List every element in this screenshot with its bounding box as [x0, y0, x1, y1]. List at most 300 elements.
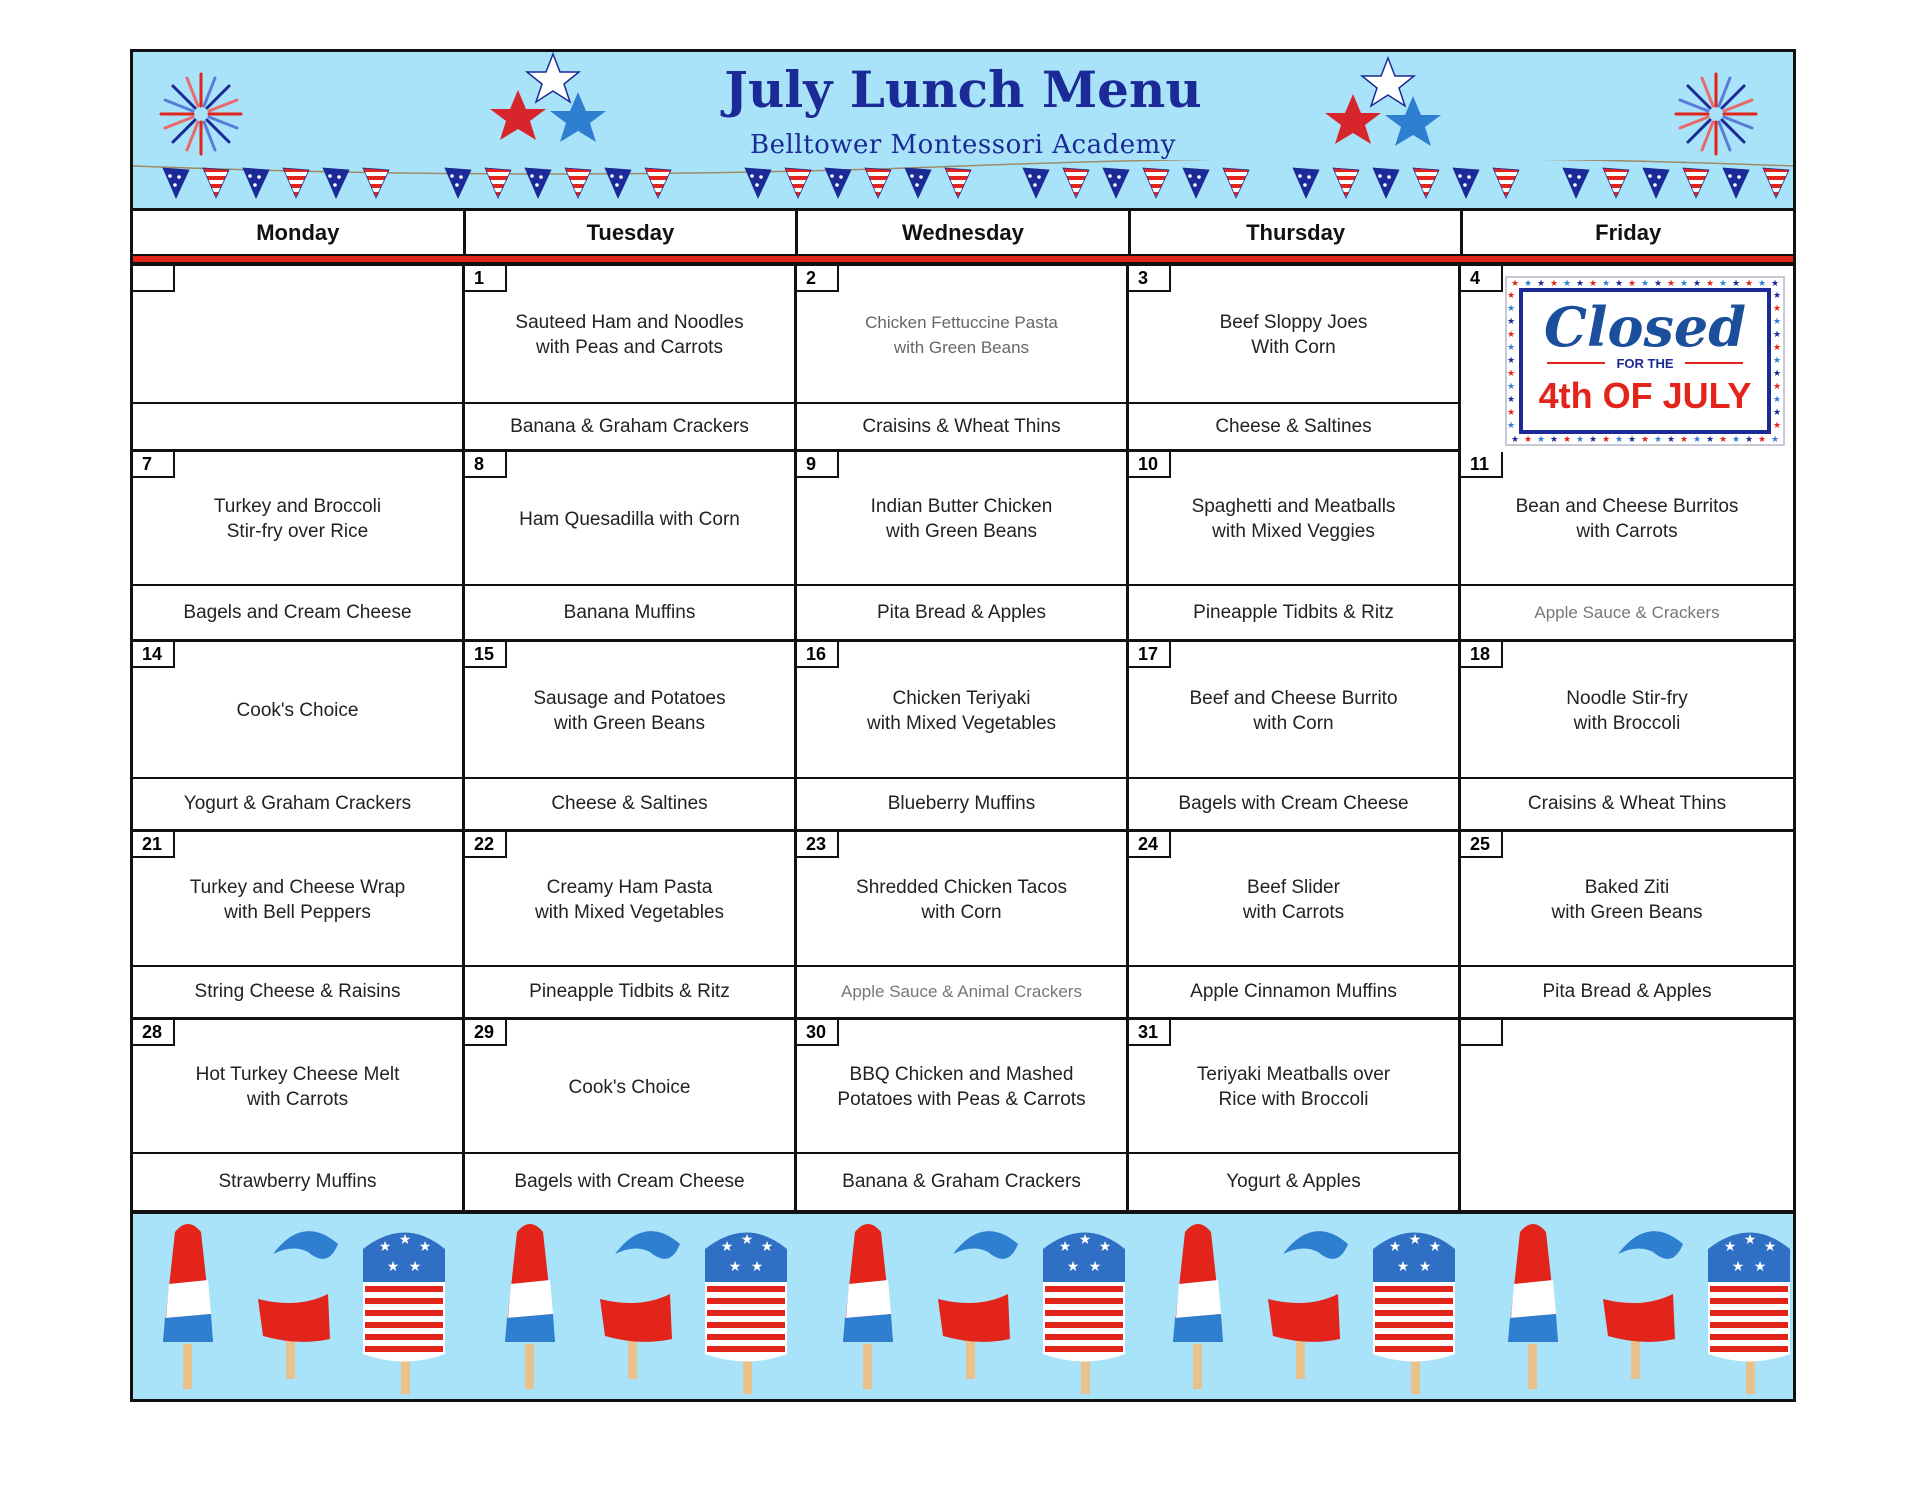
wave-popsicle-icon — [273, 1231, 338, 1259]
main-meal: Teriyaki Meatballs over Rice with Broccoli — [1196, 1064, 1391, 1110]
day-header-monday: Monday — [133, 211, 466, 254]
popsicle-stick — [183, 1344, 192, 1389]
confetti-star-icon: ★ — [1773, 369, 1782, 379]
bunting-flag — [745, 168, 771, 198]
day-number: 18 — [1461, 642, 1503, 668]
popsicle-stick — [1081, 1359, 1090, 1394]
svg-text:★: ★ — [1418, 1259, 1432, 1275]
confetti-star-icon: ★ — [1507, 421, 1516, 431]
confetti-star-icon: ★ — [1589, 279, 1598, 289]
bunting-flag — [905, 168, 931, 198]
day-number: 10 — [1129, 452, 1171, 478]
calendar-day-cell — [133, 266, 465, 452]
confetti-star-icon: ★ — [1524, 435, 1533, 444]
confetti-star-icon: ★ — [1654, 435, 1663, 444]
calendar-day-cell — [133, 452, 465, 642]
confetti-star-icon: ★ — [1507, 408, 1516, 418]
day-number: 21 — [133, 832, 175, 858]
confetti-star-icon: ★ — [1641, 435, 1650, 444]
flag-star-dot — [750, 174, 754, 178]
wave-popsicle-icon — [953, 1231, 1018, 1259]
bunting-flag — [865, 168, 891, 198]
snack: String Cheese & Raisins — [133, 965, 462, 1017]
popsicle-footer — [133, 1211, 1793, 1399]
bunting-flag — [1103, 168, 1129, 198]
day-number — [1461, 1020, 1503, 1046]
snack: Yogurt & Apples — [1129, 1152, 1458, 1210]
closed-holiday: 4th OF JULY — [1538, 375, 1752, 416]
flag-star-dot — [1037, 175, 1041, 179]
flag-star-dot — [919, 175, 923, 179]
calendar-day-cell — [133, 832, 465, 1020]
svg-text:★: ★ — [398, 1232, 412, 1248]
day-number: 25 — [1461, 832, 1503, 858]
day-number: 17 — [1129, 642, 1171, 668]
day-number: 29 — [465, 1020, 507, 1046]
main-meal: Beef and Cheese Burrito with Corn — [1189, 687, 1398, 734]
day-number: 23 — [797, 832, 839, 858]
wave-popsicle-icon — [615, 1231, 680, 1259]
confetti-star-icon: ★ — [1511, 279, 1520, 289]
bunting-flags — [133, 160, 1793, 208]
main-meal: Sausage and Potatoes with Green Beans — [533, 687, 726, 734]
flag-star-dot — [830, 174, 834, 178]
confetti-star-icon: ★ — [1706, 435, 1715, 444]
main-meal: Chicken Fettuccine Pasta with Green Beans — [865, 313, 1058, 357]
popsicle-border-art — [133, 1214, 1793, 1399]
popsicle-stick — [1193, 1344, 1202, 1389]
flag-star-dot — [1033, 183, 1037, 187]
flag-star-dot — [1577, 175, 1581, 179]
day-number: 14 — [133, 642, 175, 668]
confetti-star-icon: ★ — [1563, 435, 1572, 444]
flag-star-dot — [1458, 174, 1462, 178]
flag-star-dot — [1378, 174, 1382, 178]
bunting-flag — [945, 168, 971, 198]
confetti-star-icon: ★ — [1773, 408, 1782, 418]
svg-text:★: ★ — [728, 1259, 742, 1275]
confetti-star-icon: ★ — [1507, 317, 1516, 327]
main-meal: Chicken Teriyaki with Mixed Vegetables — [866, 687, 1057, 734]
snack: Banana & Graham Crackers — [797, 1152, 1126, 1210]
bunting-flag — [1293, 168, 1319, 198]
svg-text:★: ★ — [1408, 1232, 1422, 1248]
main-meal: Shredded Chicken Tacos with Corn — [856, 876, 1067, 923]
wave-popsicle-icon — [1283, 1231, 1348, 1259]
confetti-star-icon: ★ — [1507, 369, 1516, 379]
day-header-thursday: Thursday — [1131, 211, 1464, 254]
main-meal: Indian Butter Chicken with Green Beans — [870, 496, 1053, 542]
confetti-star-icon: ★ — [1771, 279, 1780, 289]
svg-text:★: ★ — [386, 1259, 400, 1275]
main-meal: Turkey and Cheese Wrap with Bell Peppers — [189, 876, 406, 923]
snack: Strawberry Muffins — [133, 1152, 462, 1210]
confetti-star-icon: ★ — [1576, 435, 1585, 444]
svg-text:★: ★ — [408, 1259, 422, 1275]
confetti-star-icon: ★ — [1524, 279, 1533, 289]
red-divider — [133, 254, 1793, 264]
flag-star-dot — [615, 183, 619, 187]
flag-star-dot — [333, 183, 337, 187]
confetti-star-icon: ★ — [1693, 279, 1702, 289]
calendar-day-cell — [133, 642, 465, 832]
confetti-star-icon: ★ — [1773, 382, 1782, 392]
bunting-flag — [163, 168, 189, 198]
snack: Bagels with Cream Cheese — [1129, 777, 1458, 829]
confetti-star-icon: ★ — [1576, 279, 1585, 289]
main-meal: Ham Quesadilla with Corn — [519, 508, 740, 530]
svg-text:★: ★ — [1088, 1259, 1102, 1275]
confetti-star-icon: ★ — [1773, 291, 1782, 301]
confetti-star-icon: ★ — [1507, 343, 1516, 353]
bunting-flag — [645, 168, 671, 198]
flag-star-dot — [1737, 175, 1741, 179]
snack: Bagels and Cream Cheese — [133, 584, 462, 639]
flag-star-dot — [177, 175, 181, 179]
flag-star-dot — [1307, 175, 1311, 179]
main-meal: Creamy Ham Pasta with Mixed Vegetables — [534, 876, 725, 923]
calendar-day-cell — [797, 642, 1129, 832]
bunting-flag — [1063, 168, 1089, 198]
svg-text:★: ★ — [1723, 1239, 1737, 1255]
bunting-flag — [1333, 168, 1359, 198]
confetti-star-icon: ★ — [1719, 279, 1728, 289]
snack: Banana Muffins — [465, 584, 794, 639]
calendar-day-cell — [1461, 266, 1793, 452]
flag-star-dot — [539, 175, 543, 179]
flag-star-dot — [759, 175, 763, 179]
flag-star-dot — [530, 174, 534, 178]
closed-connector: FOR THE — [1616, 356, 1674, 371]
flag-star-dot — [1568, 174, 1572, 178]
calendar-day-cell — [797, 832, 1129, 1020]
confetti-star-icon: ★ — [1773, 304, 1782, 314]
confetti-star-icon: ★ — [1563, 279, 1572, 289]
svg-text:★: ★ — [1078, 1232, 1092, 1248]
svg-text:★: ★ — [1743, 1232, 1757, 1248]
bunting-flag — [323, 168, 349, 198]
bunting-flag — [1223, 168, 1249, 198]
confetti-star-icon: ★ — [1550, 435, 1559, 444]
bunting-flag — [1563, 168, 1589, 198]
confetti-star-icon: ★ — [1745, 279, 1754, 289]
confetti-star-icon: ★ — [1507, 304, 1516, 314]
flag-star-dot — [755, 183, 759, 187]
calendar-day-cell — [1129, 832, 1461, 1020]
confetti-star-icon: ★ — [1615, 279, 1624, 289]
day-number: 15 — [465, 642, 507, 668]
flag-star-dot — [1728, 174, 1732, 178]
bunting-flag — [445, 168, 471, 198]
svg-text:★: ★ — [378, 1239, 392, 1255]
flag-star-dot — [1383, 183, 1387, 187]
flag-star-dot — [253, 183, 257, 187]
confetti-star-icon: ★ — [1732, 279, 1741, 289]
snack: Blueberry Muffins — [797, 777, 1126, 829]
confetti-star-icon: ★ — [1773, 395, 1782, 405]
main-meal: BBQ Chicken and Mashed Potatoes with Peas & Carrots — [837, 1064, 1086, 1110]
day-number: 31 — [1129, 1020, 1171, 1046]
flag-star-dot — [1653, 183, 1657, 187]
flag-star-dot — [1303, 183, 1307, 187]
snack: Craisins & Wheat Thins — [797, 402, 1126, 449]
bunting-flag — [1373, 168, 1399, 198]
bunting-flag — [1643, 168, 1669, 198]
flag-star-dot — [1463, 183, 1467, 187]
main-meal: Spaghetti and Meatballs with Mixed Veggies — [1191, 496, 1396, 542]
flag-star-dot — [1108, 174, 1112, 178]
bunting-flag — [1603, 168, 1629, 198]
flag-star-dot — [1298, 174, 1302, 178]
bunting-flag — [605, 168, 631, 198]
popsicle-stick — [401, 1359, 410, 1394]
main-meal: Cook's Choice — [568, 1076, 691, 1098]
flag-star-dot — [835, 183, 839, 187]
bunting-flag — [1723, 168, 1749, 198]
main-meal: Baked Ziti with Green Beans — [1551, 876, 1703, 923]
flag-star-dot — [450, 174, 454, 178]
bunting-flag — [565, 168, 591, 198]
calendar-day-cell — [1129, 1020, 1461, 1213]
popsicle-stick — [1528, 1344, 1537, 1389]
day-header-friday: Friday — [1595, 219, 1662, 245]
calendar-day-cell — [1461, 1020, 1793, 1213]
snack: Pineapple Tidbits & Ritz — [1129, 584, 1458, 639]
flag-star-dot — [535, 183, 539, 187]
confetti-star-icon: ★ — [1773, 421, 1782, 431]
flag-star-dot — [1733, 183, 1737, 187]
popsicle-stick — [863, 1344, 872, 1389]
popsicle-stick — [743, 1359, 752, 1394]
confetti-star-icon: ★ — [1773, 343, 1782, 353]
confetti-star-icon: ★ — [1628, 279, 1637, 289]
calendar-day-cell — [465, 642, 797, 832]
confetti-star-icon: ★ — [1507, 330, 1516, 340]
day-number: 28 — [133, 1020, 175, 1046]
main-meal: Hot Turkey Cheese Melt with Carrots — [195, 1064, 400, 1110]
confetti-star-icon: ★ — [1511, 435, 1520, 444]
confetti-star-icon: ★ — [1745, 435, 1754, 444]
confetti-star-icon: ★ — [1602, 435, 1611, 444]
bunting-flag — [1143, 168, 1169, 198]
main-meal — [133, 266, 462, 402]
confetti-star-icon: ★ — [1732, 435, 1741, 444]
confetti-star-icon: ★ — [1773, 356, 1782, 366]
confetti-star-icon: ★ — [1628, 435, 1637, 444]
confetti-star-icon: ★ — [1589, 435, 1598, 444]
flag-star-dot — [1028, 174, 1032, 178]
svg-text:★: ★ — [720, 1239, 734, 1255]
svg-text:★: ★ — [1428, 1239, 1442, 1255]
flag-star-dot — [1117, 175, 1121, 179]
day-number: 30 — [797, 1020, 839, 1046]
menu-sheet — [130, 49, 1796, 1402]
svg-text:★: ★ — [740, 1232, 754, 1248]
confetti-star-icon: ★ — [1507, 382, 1516, 392]
calendar-day-cell — [797, 266, 1129, 452]
flag-star-dot — [455, 183, 459, 187]
calendar-day-cell — [797, 1020, 1129, 1213]
snack: Pita Bread & Apples — [797, 584, 1126, 639]
snack: Pita Bread & Apples — [1461, 965, 1793, 1017]
svg-text:★: ★ — [750, 1259, 764, 1275]
svg-text:★: ★ — [1388, 1239, 1402, 1255]
day-number: 7 — [133, 452, 175, 478]
snack: Yogurt & Graham Crackers — [133, 777, 462, 829]
confetti-star-icon: ★ — [1641, 279, 1650, 289]
day-number: 4 — [1461, 266, 1503, 292]
day-number: 2 — [797, 266, 839, 292]
popsicle-stick — [1746, 1359, 1755, 1394]
popsicle-stick — [525, 1344, 534, 1389]
bunting-flag — [525, 168, 551, 198]
calendar-day-cell — [1129, 266, 1461, 452]
svg-text:★: ★ — [1066, 1259, 1080, 1275]
confetti-star-icon: ★ — [1667, 279, 1676, 289]
bunting-flag — [825, 168, 851, 198]
flag-star-dot — [1113, 183, 1117, 187]
snack: Apple Cinnamon Muffins — [1129, 965, 1458, 1017]
confetti-star-icon: ★ — [1615, 435, 1624, 444]
svg-text:★: ★ — [1098, 1239, 1112, 1255]
calendar-grid — [133, 264, 1793, 1211]
main-meal: Beef Slider with Carrots — [1242, 876, 1345, 923]
flag-star-dot — [839, 175, 843, 179]
svg-text:★: ★ — [1058, 1239, 1072, 1255]
weekday-header-row — [133, 208, 1793, 254]
calendar-day-cell — [1129, 452, 1461, 642]
calendar-day-cell — [465, 1020, 797, 1213]
day-number: 11 — [1461, 452, 1503, 478]
flag-star-dot — [1573, 183, 1577, 187]
flag-star-dot — [910, 174, 914, 178]
flag-star-dot — [1467, 175, 1471, 179]
main-meal: Cook's Choice — [236, 700, 359, 721]
bunting-flag — [1183, 168, 1209, 198]
flag-star-dot — [1648, 174, 1652, 178]
snack: Bagels with Cream Cheese — [465, 1152, 794, 1210]
main-meal: Sauteed Ham and Noodles with Peas and Carrots — [515, 312, 744, 358]
snack: Cheese & Saltines — [465, 777, 794, 829]
main-meal: Beef Sloppy Joes With Corn — [1219, 312, 1368, 358]
day-header-tuesday: Tuesday — [466, 211, 799, 254]
bunting-flag — [485, 168, 511, 198]
day-number: 22 — [465, 832, 507, 858]
confetti-star-icon: ★ — [1602, 279, 1611, 289]
flag-star-dot — [619, 175, 623, 179]
snack: Cheese & Saltines — [1129, 402, 1458, 449]
wave-popsicle-icon — [1618, 1231, 1683, 1259]
bunting-flag — [785, 168, 811, 198]
calendar-day-cell — [465, 832, 797, 1020]
confetti-star-icon: ★ — [1773, 317, 1782, 327]
confetti-star-icon: ★ — [1550, 279, 1559, 289]
flag-star-dot — [337, 175, 341, 179]
bunting-flag — [1493, 168, 1519, 198]
star-confetti-border — [1507, 278, 1783, 444]
svg-text:★: ★ — [760, 1239, 774, 1255]
flag-star-dot — [328, 174, 332, 178]
closed-holiday-sign — [1505, 276, 1785, 446]
day-number: 24 — [1129, 832, 1171, 858]
main-meal: Noodle Stir-fry with Broccoli — [1566, 687, 1688, 734]
calendar-day-cell — [1461, 642, 1793, 832]
confetti-star-icon: ★ — [1706, 279, 1715, 289]
snack: Pineapple Tidbits & Ritz — [465, 965, 794, 1017]
bunting-flag — [363, 168, 389, 198]
bunting-flag — [203, 168, 229, 198]
confetti-star-icon: ★ — [1507, 356, 1516, 366]
confetti-star-icon: ★ — [1537, 279, 1546, 289]
snack — [133, 402, 462, 449]
flag-star-dot — [459, 175, 463, 179]
day-number: 1 — [465, 266, 507, 292]
confetti-star-icon: ★ — [1537, 435, 1546, 444]
school-name: Belltower Montessori Academy — [750, 130, 1176, 160]
snack: Banana & Graham Crackers — [465, 402, 794, 449]
bunting-flag — [1763, 168, 1789, 198]
flag-star-dot — [257, 175, 261, 179]
calendar-day-cell — [1461, 832, 1793, 1020]
svg-text:★: ★ — [418, 1239, 432, 1255]
flag-star-dot — [915, 183, 919, 187]
svg-text:★: ★ — [1396, 1259, 1410, 1275]
confetti-star-icon: ★ — [1693, 435, 1702, 444]
bunting-flag — [1453, 168, 1479, 198]
day-number: 9 — [797, 452, 839, 478]
flag-star-dot — [1197, 175, 1201, 179]
flag-star-dot — [1657, 175, 1661, 179]
day-number: 16 — [797, 642, 839, 668]
page-title: July Lunch Menu — [724, 60, 1202, 119]
main-meal: Bean and Cheese Burritos with Carrots — [1515, 496, 1739, 542]
svg-text:★: ★ — [1753, 1259, 1767, 1275]
confetti-star-icon: ★ — [1680, 435, 1689, 444]
confetti-star-icon: ★ — [1758, 435, 1767, 444]
flag-star-dot — [610, 174, 614, 178]
confetti-star-icon: ★ — [1507, 291, 1516, 301]
closed-word: Closed — [1543, 295, 1747, 359]
svg-text:★: ★ — [1763, 1239, 1777, 1255]
main-meal: Turkey and Broccoli Stir-fry over Rice — [213, 496, 382, 542]
snack: Apple Sauce & Animal Crackers — [797, 965, 1126, 1017]
confetti-star-icon: ★ — [1719, 435, 1728, 444]
popsicle-stick — [1411, 1359, 1420, 1394]
confetti-star-icon: ★ — [1771, 435, 1780, 444]
snack: Apple Sauce & Crackers — [1461, 584, 1793, 639]
day-number: 3 — [1129, 266, 1171, 292]
flag-star-dot — [248, 174, 252, 178]
bunting-flag — [283, 168, 309, 198]
confetti-star-icon: ★ — [1667, 435, 1676, 444]
flag-star-dot — [168, 174, 172, 178]
confetti-star-icon: ★ — [1758, 279, 1767, 289]
bunting-flag — [243, 168, 269, 198]
confetti-star-icon: ★ — [1507, 395, 1516, 405]
confetti-star-icon: ★ — [1654, 279, 1663, 289]
calendar-day-cell — [797, 452, 1129, 642]
flag-star-dot — [1188, 174, 1192, 178]
bunting-flag — [1683, 168, 1709, 198]
confetti-star-icon: ★ — [1773, 330, 1782, 340]
flag-star-dot — [1193, 183, 1197, 187]
bunting-flag — [1023, 168, 1049, 198]
calendar-day-cell — [1461, 452, 1793, 642]
flag-star-dot — [173, 183, 177, 187]
calendar-day-cell — [465, 266, 797, 452]
calendar-day-cell — [1129, 642, 1461, 832]
calendar-day-cell — [465, 452, 797, 642]
